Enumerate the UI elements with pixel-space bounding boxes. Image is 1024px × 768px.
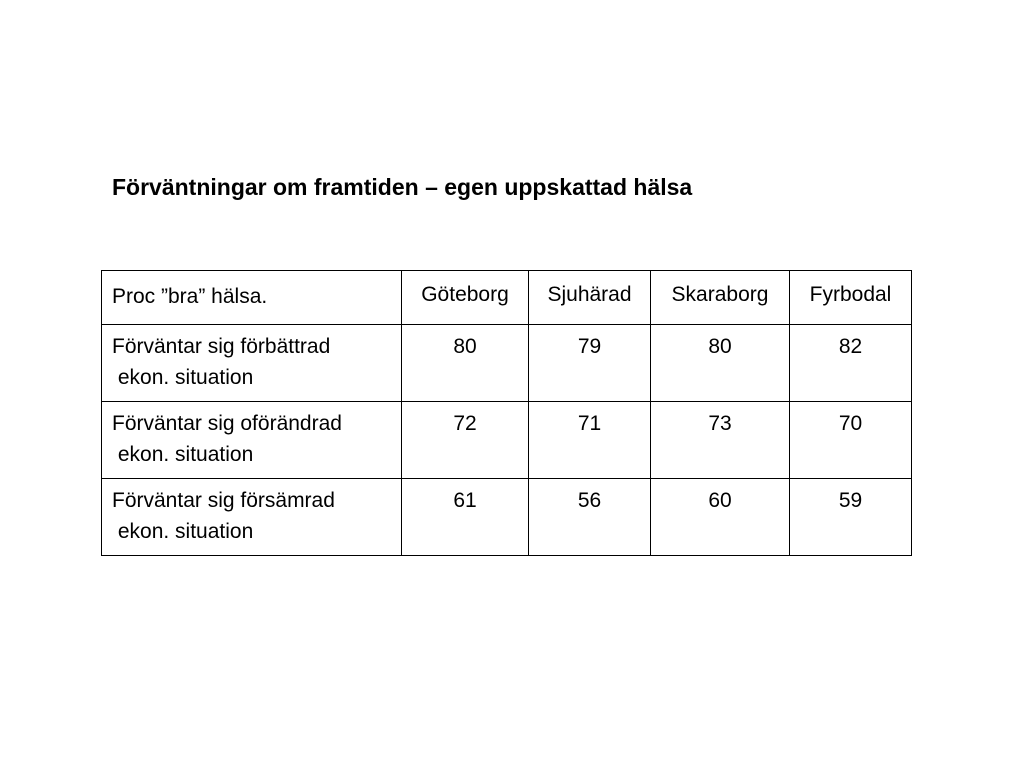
row-label <box>102 479 402 556</box>
row-label-line2: ekon. situation <box>112 520 254 543</box>
row-label-line2: ekon. situation <box>112 443 254 466</box>
table-cell: 70 <box>790 402 912 479</box>
table-cell: 82 <box>790 325 912 402</box>
row-label-line1: Förväntar sig förbättrad <box>112 335 331 358</box>
row-label-line2: ekon. situation <box>112 366 254 389</box>
row-label <box>102 402 402 479</box>
row-label <box>102 325 402 402</box>
table-cell: 56 <box>529 479 651 556</box>
table-cell: 80 <box>402 325 529 402</box>
table-row <box>102 402 912 479</box>
table-header-row <box>102 271 912 325</box>
table-cell: 72 <box>402 402 529 479</box>
column-header-skaraborg: Skaraborg <box>651 271 790 325</box>
row-label-line1: Förväntar sig försämrad <box>112 489 335 512</box>
table-cell: 60 <box>651 479 790 556</box>
table-cell: 59 <box>790 479 912 556</box>
table-row <box>102 479 912 556</box>
table-cell: 71 <box>529 402 651 479</box>
column-header-fyrbodal: Fyrbodal <box>790 271 912 325</box>
column-header-goteborg: Göteborg <box>402 271 529 325</box>
row-label-line1: Förväntar sig oförändrad <box>112 412 342 435</box>
table-cell: 80 <box>651 325 790 402</box>
table-corner-label: Proc ”bra” hälsa. <box>102 271 402 325</box>
table-cell: 61 <box>402 479 529 556</box>
table-cell: 73 <box>651 402 790 479</box>
table-row <box>102 325 912 402</box>
data-table <box>101 270 912 556</box>
column-header-sjuharad: Sjuhärad <box>529 271 651 325</box>
table-cell: 79 <box>529 325 651 402</box>
page-title: Förväntningar om framtiden – egen uppskattad hälsa <box>112 174 693 200</box>
